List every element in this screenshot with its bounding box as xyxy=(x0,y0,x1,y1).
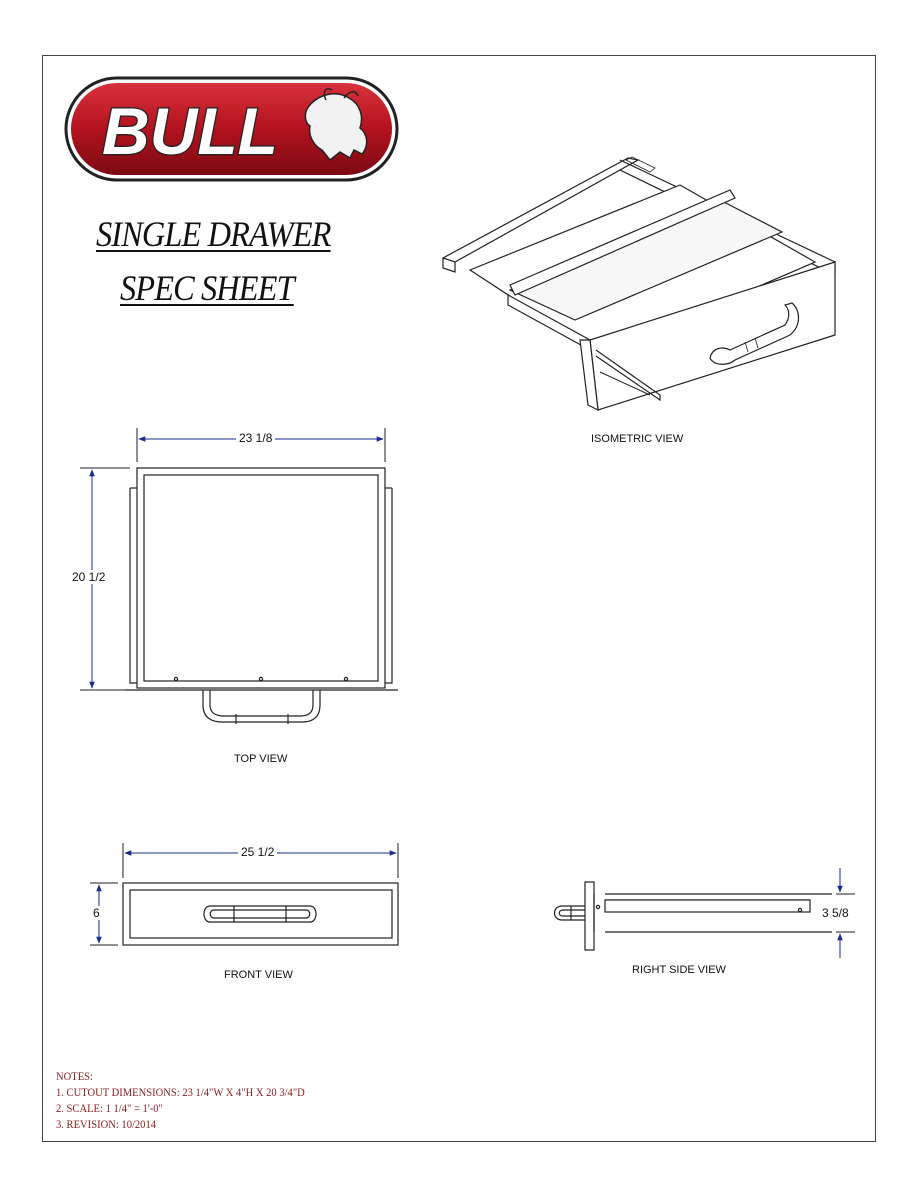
front-view-label: FRONT VIEW xyxy=(224,969,293,981)
notes-section xyxy=(56,1068,305,1132)
front-view-drawing xyxy=(123,883,398,945)
note-item: 2. SCALE: 1 1/4" = 1'-0" xyxy=(56,1101,163,1115)
top-width-dimension: 23 1/8 xyxy=(236,431,275,445)
top-view-label: TOP VIEW xyxy=(234,753,288,765)
note-item: 1. CUTOUT DIMENSIONS: 23 1/4"W X 4"H X 20 3/4"D xyxy=(56,1085,305,1099)
front-height-dimension: 6 xyxy=(90,906,103,920)
right-side-view-drawing xyxy=(555,882,833,950)
top-view-drawing xyxy=(125,468,398,724)
isometric-view-label: ISOMETRIC VIEW xyxy=(591,433,684,445)
front-width-dimension: 25 1/2 xyxy=(238,845,277,859)
title-line-1: SINGLE DRAWER xyxy=(96,214,331,254)
notes-heading: NOTES: xyxy=(56,1069,93,1083)
top-depth-dimension: 20 1/2 xyxy=(69,570,108,584)
right-side-view-label: RIGHT SIDE VIEW xyxy=(632,964,726,976)
title-line-2: SPEC SHEET xyxy=(120,268,294,308)
isometric-drawing xyxy=(443,157,835,410)
logo-text: BULL xyxy=(102,94,278,168)
note-item: 3. REVISION: 10/2014 xyxy=(56,1117,157,1131)
side-height-dimension: 3 5/8 xyxy=(819,906,852,920)
